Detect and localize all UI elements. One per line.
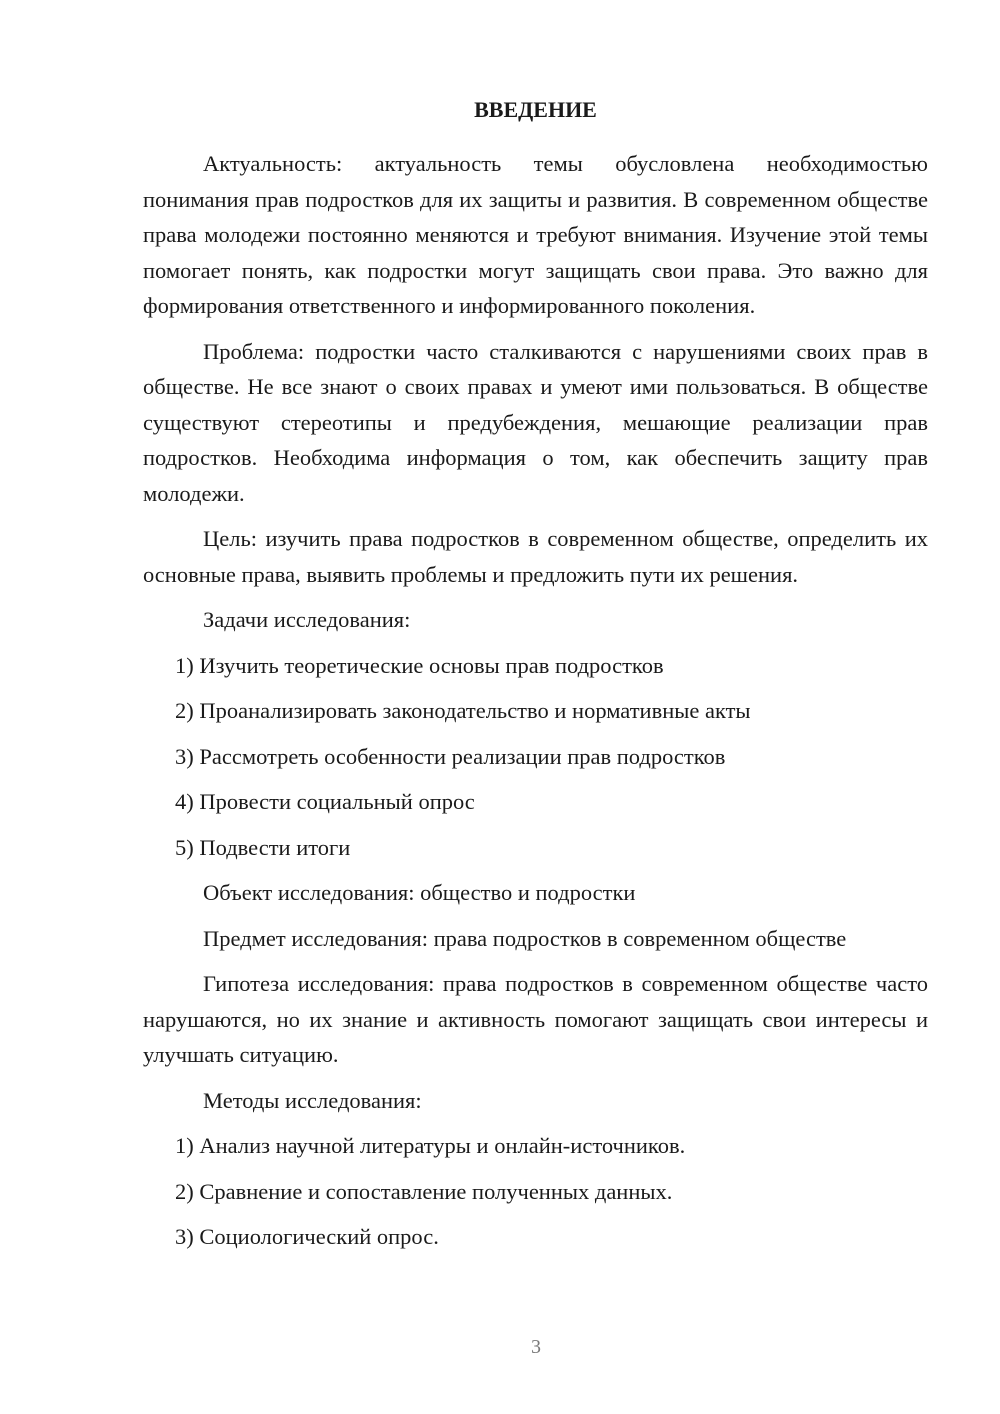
document-page — [143, 96, 928, 1265]
relevance-paragraph: Актуальность: актуальность темы обусловлена необходимостью понимания прав подростков для их защиты и развития. В современном обществе права молодежи постоянно меняются и требуют внимания. Изучение этой темы помогает понять, как подростки могут защищать свои права. Это важно для формирования ответственного и информированного поколения. — [143, 151, 928, 318]
problem-paragraph: Проблема: подростки часто сталкиваются с нарушениями своих прав в обществе. Не все знают о своих правах и умеют ими пользоваться. В обществе существуют стереотипы и предубеждения, мешающие реализации прав подростков. Необходима информация о том, как обеспечить защиту прав молодежи. — [143, 338, 928, 506]
goal-paragraph: Цель: изучить права подростков в современном обществе, определить их основные права, выявить проблемы и предложить пути их решения. — [143, 526, 928, 587]
list-item: 2) Проанализировать законодательство и нормативные акты — [175, 698, 751, 723]
tasks-title: Задачи исследования: — [203, 607, 411, 632]
subject-line: Предмет исследования: права подростков в современном обществе — [203, 925, 847, 951]
list-item: 1) Изучить теоретические основы прав подростков — [175, 652, 664, 678]
tasks-list — [143, 648, 928, 866]
list-item: 3) Рассмотреть особенности реализации прав подростков — [175, 743, 726, 769]
list-item: 1) Анализ научной литературы и онлайн-источников. — [175, 1133, 686, 1158]
methods-list — [143, 1128, 928, 1255]
object-line: Объект исследования: общество и подростки — [203, 880, 636, 905]
hypothesis-paragraph: Гипотеза исследования: права подростков в современном обществе часто нарушаются, но их знание и активность помогают защищать свои интересы и улучшать ситуацию. — [143, 971, 928, 1067]
list-item: 4) Провести социальный опрос — [175, 789, 475, 814]
page-number: 3 — [531, 1336, 541, 1358]
list-item: 2) Сравнение и сопоставление полученных данных. — [175, 1178, 673, 1204]
page-title: ВВЕДЕНИЕ — [474, 97, 597, 122]
list-item: 5) Подвести итоги — [175, 834, 351, 860]
methods-title: Методы исследования: — [203, 1087, 422, 1113]
list-item: 3) Социологический опрос. — [175, 1224, 439, 1249]
